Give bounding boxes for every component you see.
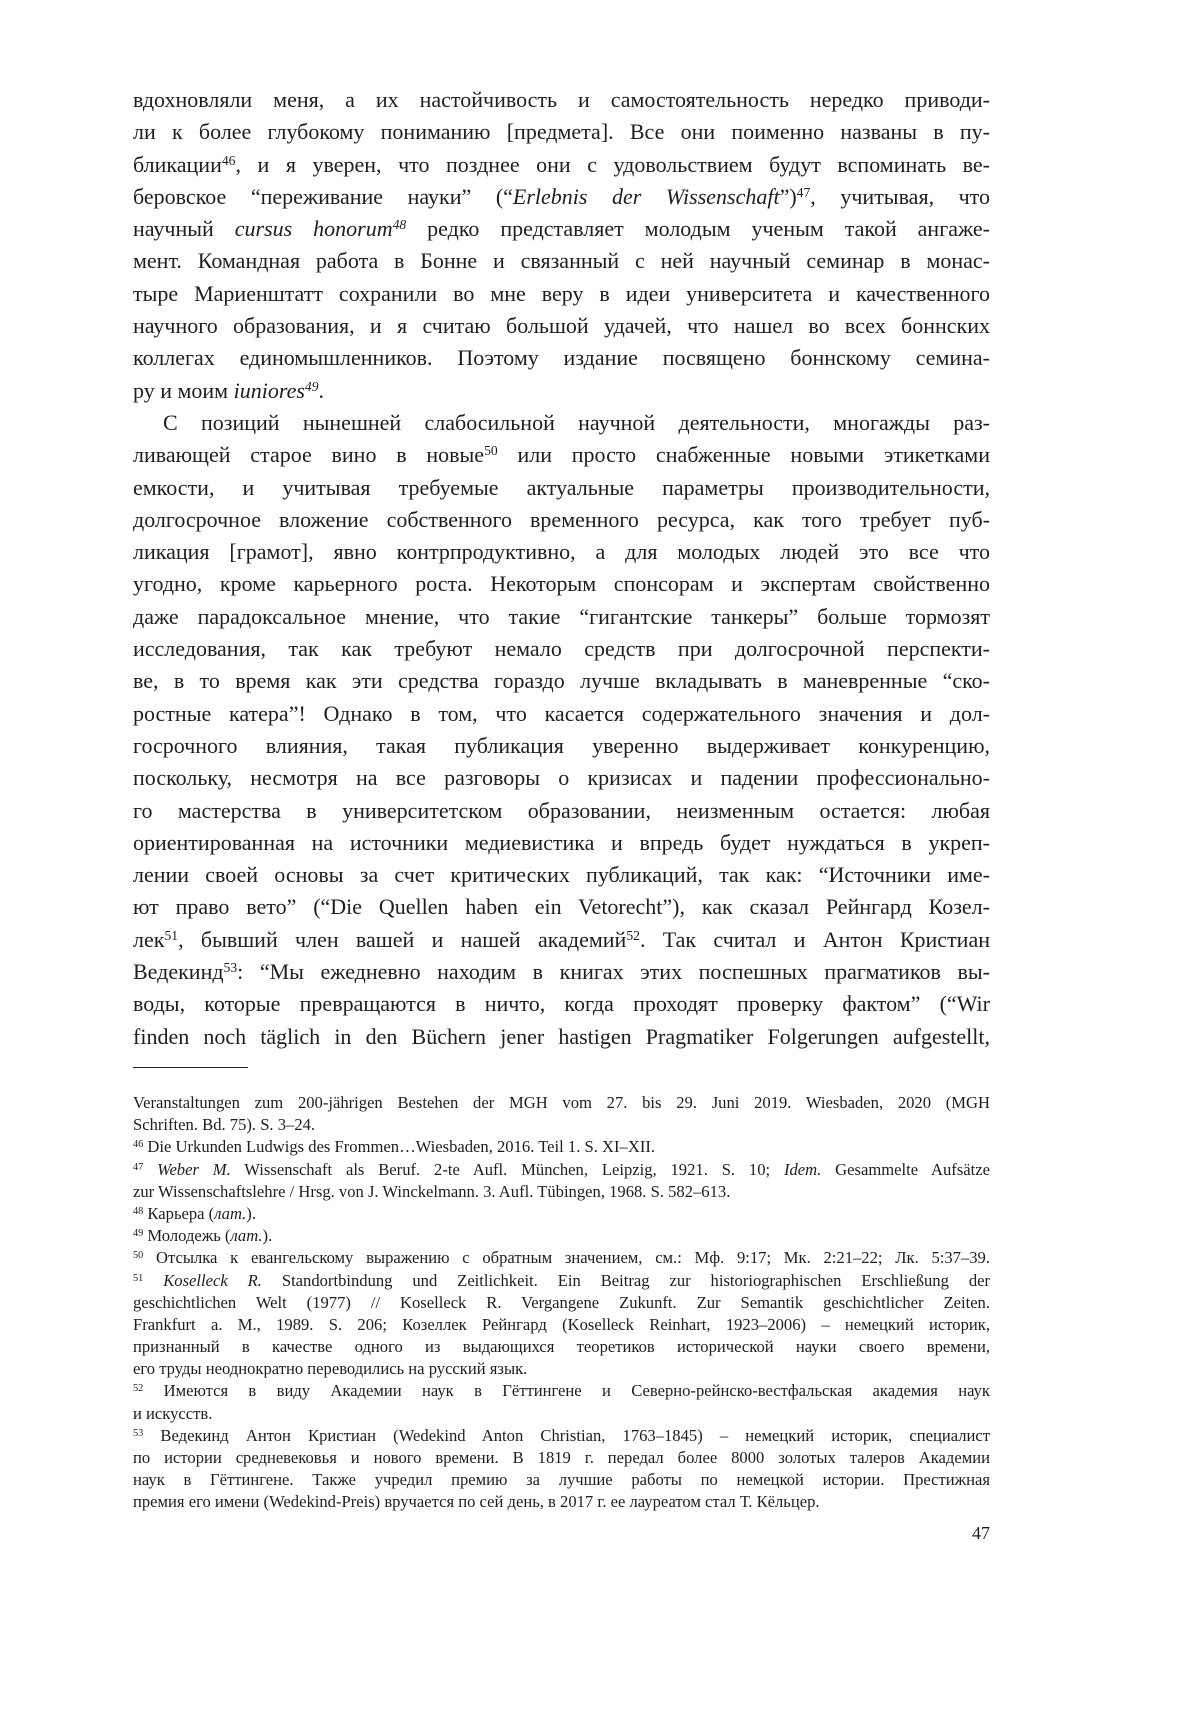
italic-text: Koselleck R. [163, 1271, 262, 1290]
text-run: Ведекинд Антон Кристиан (Wedekind Anton Christian, 1763–1845) – немецкий историк, специалист [143, 1426, 990, 1445]
footnote-ref: 48 [133, 1206, 143, 1217]
text-line [133, 278, 990, 310]
text-run: . Так считал и Антон Кристиан [640, 927, 990, 952]
text-run: finden noch täglich in den Büchern jener hastigen Pragmatiker Folgerungen aufgestellt, [133, 1024, 990, 1049]
text-run: научный [133, 216, 235, 241]
main-text [133, 84, 990, 1053]
text-run: ливающей старое вино в новые [133, 442, 484, 467]
footnote-ref: 52 [133, 1383, 143, 1394]
text-run: даже парадоксальное мнение, что такие “гигантские танкеры” больше тормозят [133, 604, 990, 629]
footnote-ref: 51 [164, 928, 178, 943]
text-run: лении своей основы за счет критических публикаций, так как: “Источники име- [133, 862, 990, 887]
text-run: Gesammelte Aufsätze [821, 1160, 990, 1179]
text-run: исследования, так как требуют немало средств при долгосрочной перспекти- [133, 636, 990, 661]
footnote-ref: 49 [305, 379, 319, 394]
text-run: ”) [780, 184, 797, 209]
italic-text: лат. [214, 1204, 246, 1223]
footnote-line [133, 1247, 990, 1269]
text-run: емкости, и учитывая требуемые актуальные параметры производительности, [133, 475, 990, 500]
footnote-line [133, 1469, 990, 1491]
text-run: Ведекинд [133, 959, 224, 984]
text-run: ). [263, 1226, 273, 1245]
text-run: ориентированная на источники медиевистика и впредь будет нуждаться в укреп- [133, 830, 990, 855]
text-run: Veranstaltungen zum 200-jährigen Bestehen der MGH vom 27. bis 29. Juni 2019. Wiesbaden, 2020 (MGH [133, 1093, 990, 1112]
text-run: Имеются в виду Академии наук в Гёттингене и Северно-рейнско-вестфальская академия наук [143, 1381, 990, 1400]
footnote-ref: 48 [393, 217, 407, 232]
text-line [133, 665, 990, 697]
text-line [133, 762, 990, 794]
text-run: Отсылка к евангельскому выражению с обратным значением, см.: Мф. 9:17; Мк. 2:21–22; Лк. 5:37–39. [143, 1248, 990, 1267]
text-line [133, 439, 990, 471]
text-run: по истории средневековья и нового времени. В 1819 г. передал более 8000 золотых талеров Академии [133, 1448, 990, 1467]
text-run: го мастерства в университетском образовании, неизменным остается: любая [133, 798, 990, 823]
footnote-ref: 53 [224, 960, 238, 975]
footnotes [133, 1092, 990, 1514]
text-line [133, 181, 990, 213]
footnote-ref: 52 [626, 928, 640, 943]
text-run: поскольку, несмотря на все разговоры о кризисах и падении профессионально- [133, 765, 990, 790]
italic-text: Erlebnis der Wissenschaft [513, 184, 780, 209]
text-run: ру и моим [133, 378, 234, 403]
text-run: Wissenschaft als Beruf. 2-te Aufl. München, Leipzig, 1921. S. 10; [231, 1160, 784, 1179]
text-run: Die Urkunden Ludwigs des Frommen…Wiesbaden, 2016. Teil 1. S. XI–XII. [143, 1137, 655, 1156]
footnote-ref: 47 [797, 185, 811, 200]
text-run: . [319, 378, 325, 403]
text-line [133, 730, 990, 762]
text-line [133, 988, 990, 1020]
text-run: премия его имени (Wedekind-Preis) вручается по сей день, в 2017 г. ее лауреатом стал Т. Кёльцер. [133, 1492, 820, 1511]
text-run: тыре Мариенштатт сохранили во мне веру в идеи университета и качественного [133, 281, 990, 306]
text-run: и искусств. [133, 1404, 212, 1423]
text-run: коллегах единомышленников. Поэтому издание посвящено боннскому семина- [133, 345, 990, 370]
text-line [133, 536, 990, 568]
text-run: лек [133, 927, 164, 952]
text-line [133, 795, 990, 827]
text-line [133, 568, 990, 600]
text-run: Молодежь ( [143, 1226, 230, 1245]
text-line [133, 84, 990, 116]
text-line [133, 116, 990, 148]
text-run: его труды неоднократно переводились на русский язык. [133, 1359, 527, 1378]
text-run: госрочного влияния, такая публикация уверенно выдерживает конкуренцию, [133, 733, 990, 758]
text-line [133, 245, 990, 277]
footnote-divider [133, 1067, 248, 1068]
text-run: признанный в качестве одного из выдающихся теоретиков исторической науки своего времени, [133, 1337, 990, 1356]
text-run: научного образования, и я считаю большой удачей, что нашел во всех боннских [133, 313, 990, 338]
text-line [133, 601, 990, 633]
text-run: воды, которые превращаются в ничто, когда проходят проверку фактом” (“Wir [133, 991, 990, 1016]
text-run: С позиций нынешней слабосильной научной деятельности, многажды раз- [163, 410, 990, 435]
footnote-ref: 50 [484, 443, 498, 458]
text-line [133, 956, 990, 988]
footnote-ref: 47 [133, 1161, 143, 1172]
text-line [133, 310, 990, 342]
text-run: ликация [грамот], явно контрпродуктивно, а для молодых людей это все что [133, 539, 990, 564]
text-line [133, 149, 990, 181]
footnote-line [133, 1092, 990, 1114]
text-run: беровское “переживание науки” (“ [133, 184, 513, 209]
text-run: редко представляет молодым ученым такой ангаже- [406, 216, 990, 241]
text-run: , и я уверен, что позднее они с удовольствием будут вспоминать ве- [235, 152, 990, 177]
text-line [133, 1021, 990, 1053]
text-run: Schriften. Bd. 75). S. 3–24. [133, 1115, 315, 1134]
footnote-ref: 49 [133, 1228, 143, 1239]
text-line [133, 407, 990, 439]
text-run: Карьера ( [143, 1204, 214, 1223]
footnote-line [133, 1380, 990, 1402]
text-line [133, 213, 990, 245]
footnote-line [133, 1114, 990, 1136]
footnote-ref: 50 [133, 1250, 143, 1261]
footnote-line [133, 1358, 990, 1380]
italic-text: cursus honorum [235, 216, 393, 241]
footnote-line [133, 1336, 990, 1358]
text-line [133, 891, 990, 923]
italic-text: Idem. [784, 1160, 821, 1179]
text-line [133, 375, 990, 407]
text-run: ют право вето” (“Die Quellen haben ein Vetorecht”), как сказал Рейнгард Козел- [133, 894, 990, 919]
text-line [133, 472, 990, 504]
italic-text: iuniores [234, 378, 305, 403]
text-run: угодно, кроме карьерного роста. Некоторым спонсорам и экспертам свойственно [133, 571, 990, 596]
text-line [133, 633, 990, 665]
footnote-line [133, 1292, 990, 1314]
page-number: 47 [972, 1523, 990, 1544]
text-run: или просто снабженные новыми этикетками [498, 442, 990, 467]
text-run: zur Wissenschaftslehre / Hrsg. von J. Winckelmann. 3. Aufl. Tübingen, 1968. S. 582–613. [133, 1182, 730, 1201]
footnote-line [133, 1136, 990, 1158]
footnote-ref: 53 [133, 1428, 143, 1439]
footnote-line [133, 1447, 990, 1469]
footnote-line [133, 1159, 990, 1181]
text-run: бликации [133, 152, 222, 177]
footnote-line [133, 1225, 990, 1247]
text-run: Standortbindung und Zeitlichkeit. Ein Beitrag zur historiographischen Erschließung der [262, 1271, 990, 1290]
footnote-ref: 51 [133, 1272, 143, 1283]
text-run: вдохновляли меня, а их настойчивость и самостоятельность нередко приводи- [133, 87, 990, 112]
footnote-line [133, 1181, 990, 1203]
footnote-line [133, 1403, 990, 1425]
text-run: ростные катера”! Однако в том, что касается содержательного значения и дол- [133, 701, 990, 726]
text-run: долгосрочное вложение собственного временного ресурса, как того требует пуб- [133, 507, 990, 532]
text-line [133, 698, 990, 730]
text-run [143, 1271, 163, 1290]
footnote-ref: 46 [222, 153, 236, 168]
footnote-line [133, 1203, 990, 1225]
text-run [143, 1160, 157, 1179]
text-line [133, 859, 990, 891]
text-run: мент. Командная работа в Бонне и связанный с ней научный семинар в монас- [133, 248, 990, 273]
footnote-line [133, 1425, 990, 1447]
text-run: ). [246, 1204, 256, 1223]
footnote-line [133, 1270, 990, 1292]
text-run: , учитывая, что [810, 184, 990, 209]
footnote-line [133, 1314, 990, 1336]
text-line [133, 924, 990, 956]
text-run: ве, в то время как эти средства гораздо лучше вкладывать в маневренные “ско- [133, 668, 990, 693]
footnote-line [133, 1491, 990, 1513]
italic-text: лат. [230, 1226, 262, 1245]
text-run: geschichtlichen Welt (1977) // Koselleck R. Vergangene Zukunft. Zur Semantik geschichtlicher Zeiten. [133, 1293, 990, 1312]
text-run: : “Мы ежедневно находим в книгах этих поспешных прагматиков вы- [237, 959, 990, 984]
text-run: наук в Гёттингене. Также учредил премию за лучшие работы по немецкой истории. Престижная [133, 1470, 990, 1489]
text-run: ли к более глубокому пониманию [предмета]. Все они поименно названы в пу- [133, 119, 990, 144]
text-line [133, 504, 990, 536]
text-run: , бывший член вашей и нашей академий [178, 927, 626, 952]
text-line [133, 342, 990, 374]
italic-text: Weber M. [157, 1160, 231, 1179]
footnote-ref: 46 [133, 1139, 143, 1150]
text-line [133, 827, 990, 859]
text-run: Frankfurt a. M., 1989. S. 206; Козеллек Рейнгард (Koselleck Reinhart, 1923–2006) – немецкий историк, [133, 1315, 990, 1334]
